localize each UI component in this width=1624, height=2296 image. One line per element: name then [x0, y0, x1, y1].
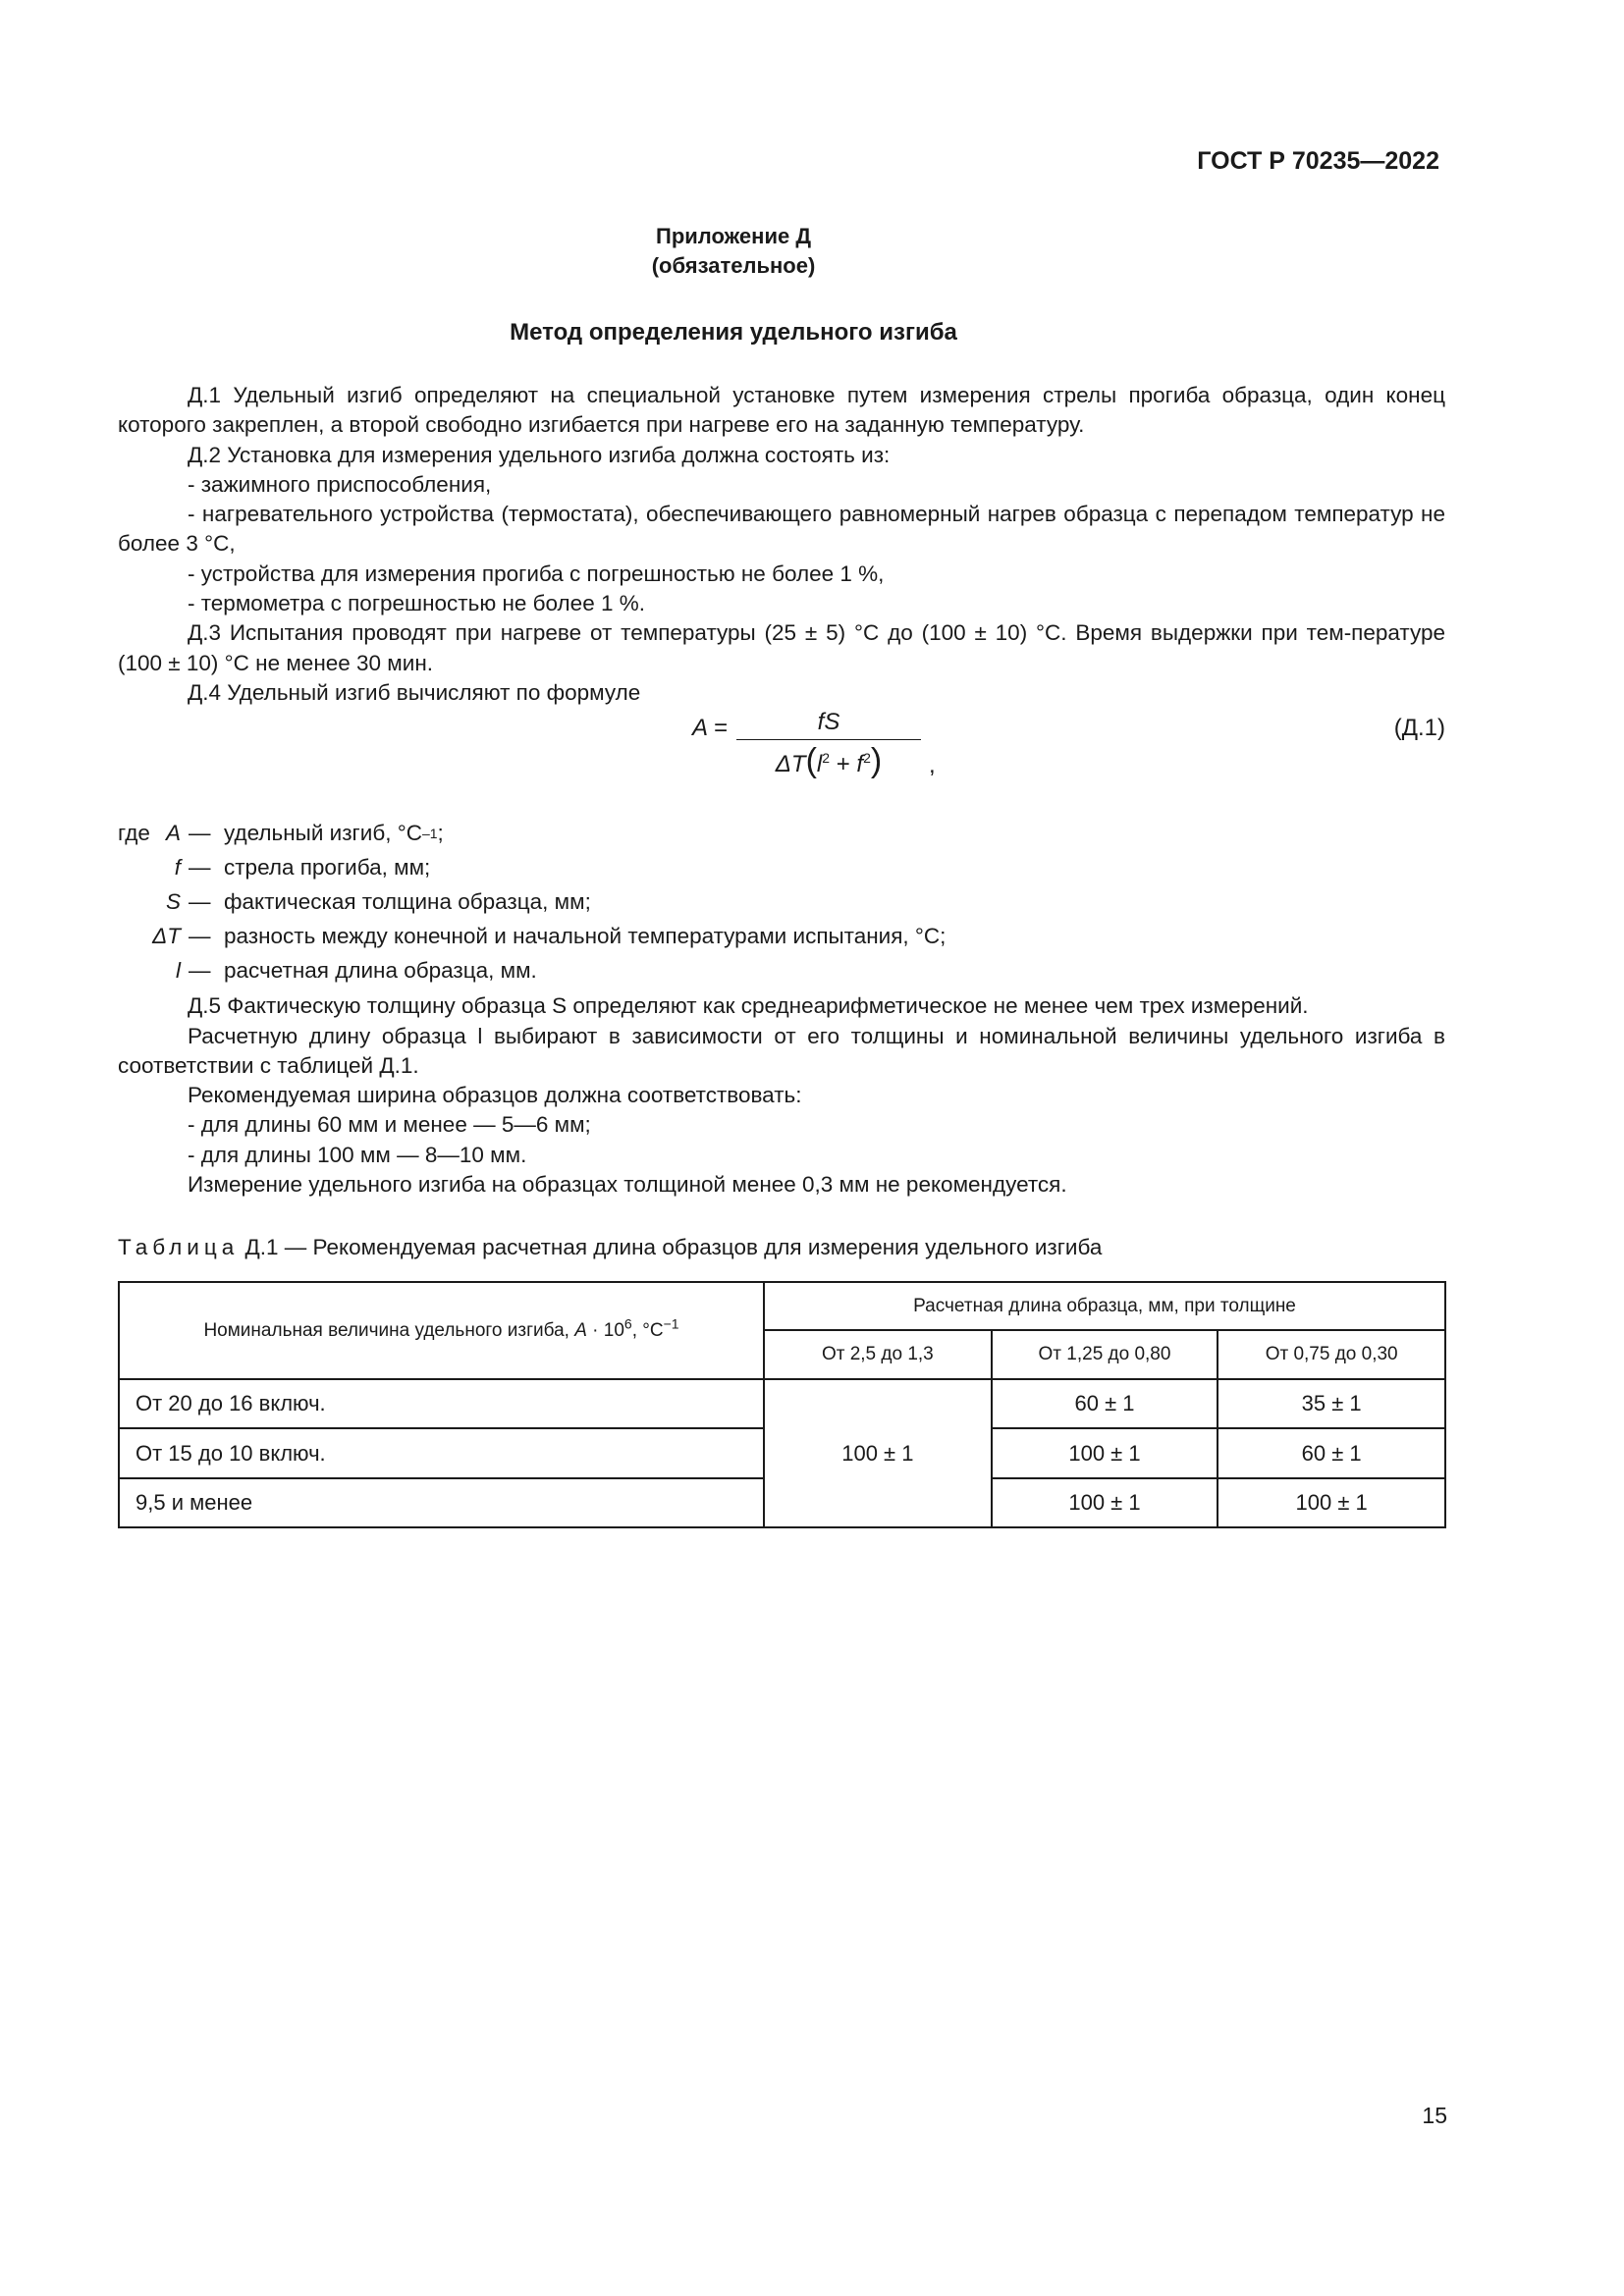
- section-title: Метод определения удельного изгиба: [510, 319, 957, 346]
- table-cell: 100 ± 1: [1218, 1478, 1445, 1527]
- paragraph-d5b: Расчетную длину образца l выбирают в зависимости от его толщины и номинальной величины удельного изгиба в соответствии с таблицей Д.1.: [118, 1023, 1445, 1078]
- den-delta: ΔT: [775, 751, 806, 778]
- table-cell: 60 ± 1: [992, 1379, 1218, 1428]
- table-header-cell: От 2,5 до 1,3: [764, 1330, 992, 1379]
- data-table: [118, 1281, 1446, 1528]
- paragraph-d3: Д.3 Испытания проводят при нагреве от температуры (25 ± 5) °С до (100 ± 10) °С. Время выдержки при тем-пературе (100 ± 10) °С не менее 30 мин.: [118, 620, 1445, 675]
- den-f: f: [856, 751, 864, 778]
- table-row: [119, 1379, 1445, 1428]
- list-item: - устройства для измерения прогиба с погрешностью не более 1 %,: [188, 561, 885, 586]
- page-number: 15: [1422, 2103, 1447, 2128]
- definition-row: где A — удельный изгиб, °С –1 ;: [118, 816, 1445, 850]
- formula-fraction: [731, 708, 927, 781]
- paragraph-d4: Д.4 Удельный изгиб вычисляют по формуле: [188, 679, 641, 705]
- formula-lhs: A =: [692, 715, 728, 742]
- formula-trail: ,: [929, 752, 936, 779]
- table-cell-merged: 100 ± 1: [764, 1379, 992, 1527]
- table-cell: От 15 до 10 включ.: [119, 1428, 764, 1478]
- list-item: - для длины 100 мм — 8—10 мм.: [188, 1142, 527, 1167]
- list-item: - нагревательного устройства (термостата), обеспечивающего равномерный нагрев образца с перепадом температур не более 3 °С,: [118, 502, 1445, 557]
- list-item: - термометра с погрешностью не более 1 %.: [188, 591, 645, 616]
- table-cell: 35 ± 1: [1218, 1379, 1445, 1428]
- document-body: [118, 381, 1445, 1200]
- table-cell: От 20 до 16 включ.: [119, 1379, 764, 1428]
- where-label: где: [118, 820, 150, 845]
- definition-row: S — фактическая толщина образца, мм;: [165, 888, 591, 914]
- document-code: ГОСТ Р 70235—2022: [1197, 147, 1439, 175]
- table-header-row: [119, 1282, 1445, 1330]
- appendix-status: (обязательное): [651, 253, 816, 278]
- table-cell: 60 ± 1: [1218, 1428, 1445, 1478]
- appendix-title: Приложение Д: [656, 224, 811, 248]
- table-header-cell: От 0,75 до 0,30: [1218, 1330, 1445, 1379]
- formula-denominator: $\Delta T(l^2 + f^2)$: [775, 742, 883, 780]
- table-cell: 9,5 и менее: [119, 1478, 764, 1527]
- table-header-cell: Номинальная величина удельного изгиба, $A \cdot 10^6$, $^\circ С^{-1}$: [119, 1282, 764, 1379]
- table-cell: 100 ± 1: [992, 1478, 1218, 1527]
- table-header-cell: От 1,25 до 0,80: [992, 1330, 1218, 1379]
- paragraph-d5: Д.5 Фактическую толщину образца S определяют как среднеарифметическое не менее чем трех измерений.: [188, 993, 1309, 1019]
- list-item: - для длины 60 мм и менее — 5—6 мм;: [188, 1112, 591, 1138]
- table-cell: 100 ± 1: [992, 1428, 1218, 1478]
- paragraph-d1: Д.1 Удельный изгиб определяют на специальной установке путем измерения стрелы прогиба образца, один конец которого закреплен, а второй свободно изгибается при нагреве его на заданную температуру.: [118, 383, 1445, 438]
- list-item: - зажимного приспособления,: [188, 471, 492, 497]
- formula-numerator: fS: [817, 709, 840, 736]
- definition-row: ΔT — разность между конечной и начальной температурами испытания, °С;: [152, 923, 947, 948]
- den-l: l: [816, 751, 823, 778]
- formula-number: (Д.1): [1393, 715, 1445, 742]
- paragraph-width: Рекомендуемая ширина образцов должна соответствовать:: [188, 1083, 802, 1108]
- paragraph-closing: Измерение удельного изгиба на образцах толщиной менее 0,3 мм не рекомендуется.: [188, 1172, 1067, 1198]
- table-caption: Таблица Д.1 — Рекомендуемая расчетная длина образцов для измерения удельного изгиба: [118, 1235, 1103, 1259]
- paragraph-d2: Д.2 Установка для измерения удельного изгиба должна состоять из:: [188, 442, 891, 467]
- fraction-bar: [736, 739, 921, 740]
- formula-d1: [118, 708, 1445, 802]
- definition-row: f — стрела прогиба, мм;: [174, 854, 431, 880]
- definition-row: l — расчетная длина образца, мм.: [176, 957, 537, 983]
- definitions-list: [118, 816, 1445, 988]
- table-header-cell: Расчетная длина образца, мм, при толщине: [764, 1282, 1445, 1330]
